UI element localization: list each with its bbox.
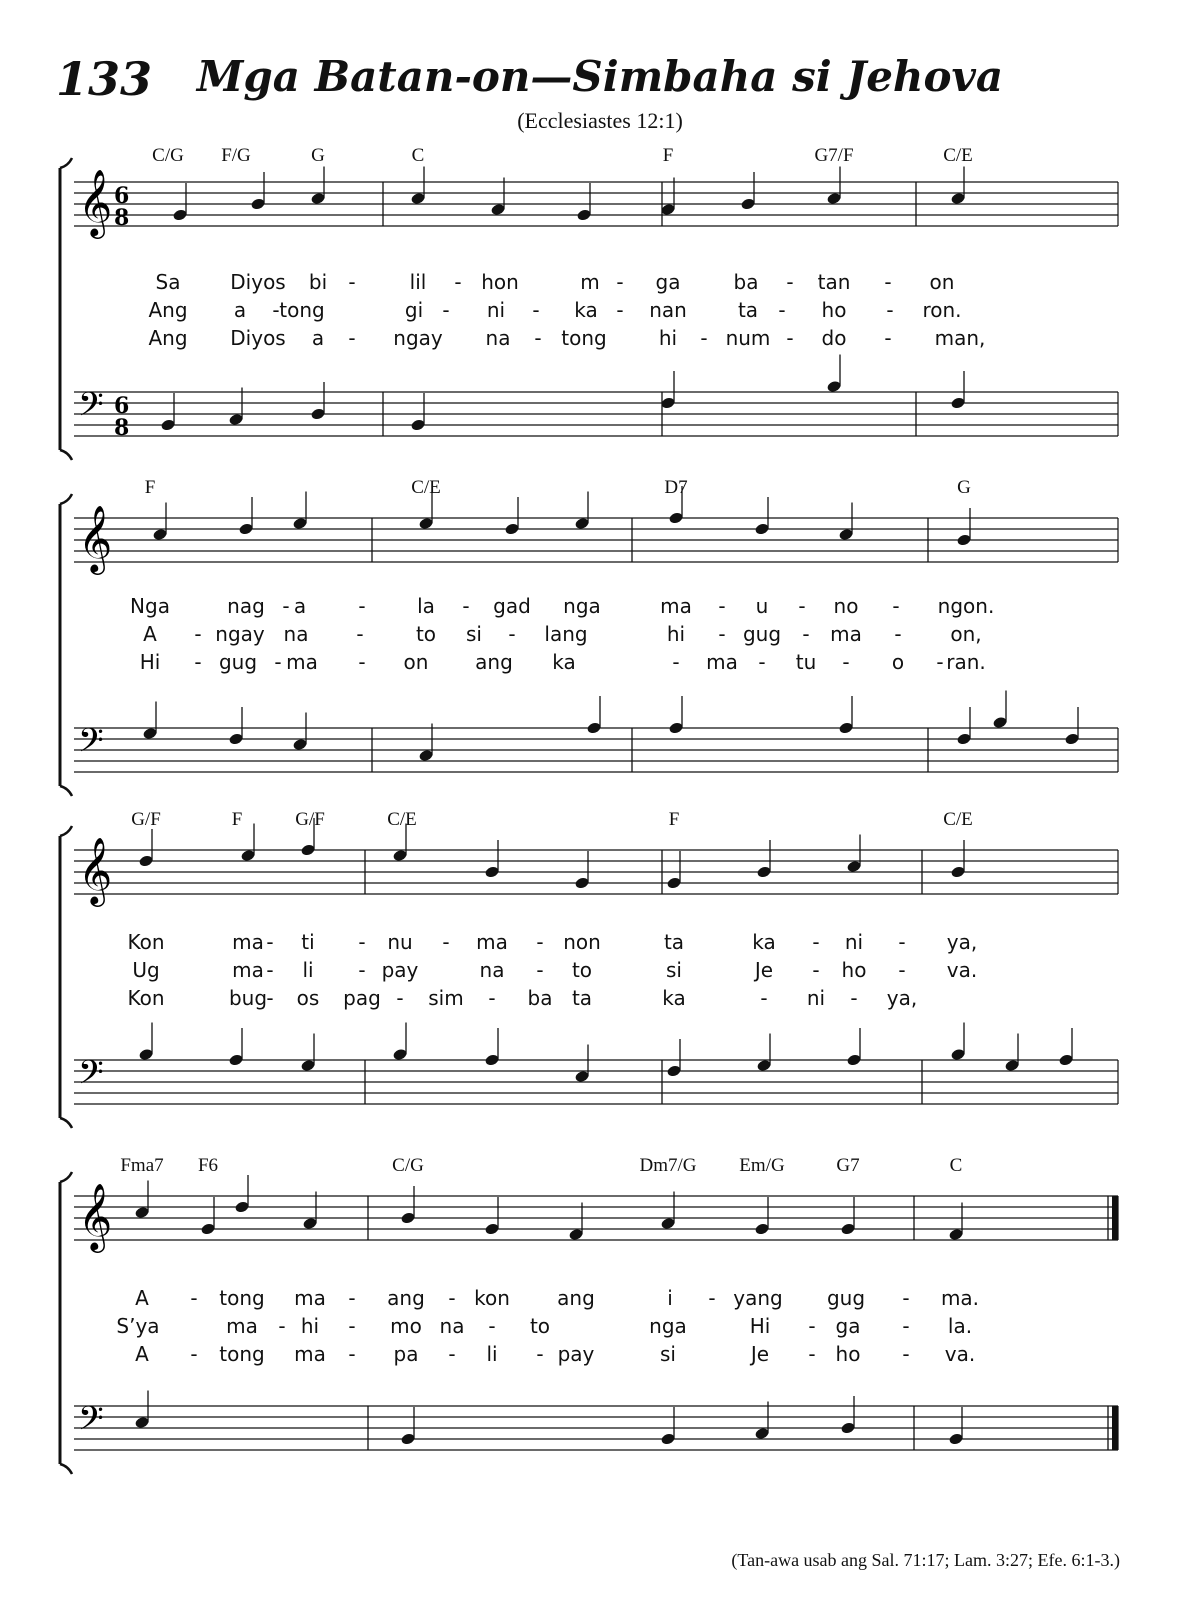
lyric-syllable: va. bbox=[946, 958, 978, 982]
lyric-syllable: i bbox=[667, 1286, 673, 1310]
lyric-syllable: - bbox=[884, 270, 892, 294]
lyric-syllable: li bbox=[302, 958, 314, 982]
lyric-syllable: si bbox=[466, 622, 482, 646]
system-bracket bbox=[60, 1118, 72, 1128]
lyric-syllable: - bbox=[266, 986, 274, 1010]
lyric-syllable: ba bbox=[733, 270, 759, 294]
lyric-syllable: - bbox=[348, 1286, 356, 1310]
lyric-syllable: ran. bbox=[946, 650, 986, 674]
lyric-syllable: ma bbox=[286, 650, 318, 674]
treble-clef-icon: 𝄞 bbox=[78, 1182, 113, 1250]
lyric-syllable: tong bbox=[219, 1286, 265, 1310]
chord-symbol: Fma7 bbox=[120, 1155, 164, 1176]
lyric-syllable: S’ya bbox=[116, 1314, 160, 1338]
lyric-syllable: ma bbox=[706, 650, 738, 674]
lyric-syllable: - bbox=[718, 594, 726, 618]
lyric-syllable: ma bbox=[294, 1342, 326, 1366]
lyric-syllable: ngay bbox=[393, 326, 443, 350]
lyric-syllable: - bbox=[348, 270, 356, 294]
lyric-syllable: Ang bbox=[148, 326, 188, 350]
lyric-syllable: gug bbox=[218, 650, 258, 674]
lyric-syllable: ma bbox=[294, 1286, 326, 1310]
lyric-syllable: ho bbox=[841, 958, 867, 982]
lyric-syllable: - bbox=[778, 298, 786, 322]
time-signature: 8 bbox=[114, 205, 130, 231]
chord-symbol: F/G bbox=[221, 145, 251, 166]
lyric-syllable: gad bbox=[493, 594, 531, 618]
lyric-syllable: tong bbox=[279, 298, 325, 322]
lyric-syllable: - bbox=[190, 1342, 198, 1366]
bass-clef-icon: 𝄢 bbox=[78, 1054, 104, 1100]
lyric-syllable: - bbox=[842, 650, 850, 674]
lyric-syllable: Kon bbox=[127, 930, 165, 954]
chord-symbol: G/F bbox=[295, 809, 325, 830]
final-bar-line bbox=[1112, 1196, 1118, 1240]
lyric-syllable: ka bbox=[752, 930, 776, 954]
lyric-syllable: - bbox=[348, 326, 356, 350]
lyric-syllable: to bbox=[529, 1314, 551, 1338]
lyric-syllable: kon bbox=[474, 1286, 510, 1310]
chord-symbol: C bbox=[411, 145, 425, 166]
lyric-syllable: - bbox=[454, 270, 462, 294]
lyric-syllable: m bbox=[580, 270, 600, 294]
chord-symbol: D7 bbox=[664, 477, 688, 498]
lyric-syllable: - bbox=[358, 594, 366, 618]
treble-clef-icon: 𝄞 bbox=[78, 504, 113, 572]
lyric-syllable: pay bbox=[557, 1342, 595, 1366]
lyric-syllable: tu bbox=[795, 650, 817, 674]
lyric-syllable: hi bbox=[300, 1314, 320, 1338]
lyric-syllable: ya, bbox=[946, 930, 978, 954]
lyric-syllable: - bbox=[348, 1314, 356, 1338]
lyric-syllable: - bbox=[798, 594, 806, 618]
lyric-syllable: ma bbox=[660, 594, 692, 618]
lyric-syllable: - bbox=[700, 326, 708, 350]
lyric-syllable: ma bbox=[226, 1314, 258, 1338]
treble-clef-icon: 𝄞 bbox=[78, 168, 113, 236]
lyric-syllable: A bbox=[135, 1286, 149, 1310]
time-signature: 6 bbox=[114, 183, 130, 209]
lyric-syllable: ya, bbox=[886, 986, 918, 1010]
lyric-syllable: ang bbox=[387, 1286, 425, 1310]
lyric-syllable: - bbox=[536, 958, 544, 982]
lyric-syllable: - bbox=[536, 930, 544, 954]
lyric-syllable: - bbox=[898, 930, 906, 954]
chord-symbol: C/E bbox=[387, 809, 417, 830]
lyric-syllable: - bbox=[396, 986, 404, 1010]
chord-symbol: F bbox=[662, 145, 674, 166]
lyric-syllable: ma bbox=[232, 958, 264, 982]
lyric-syllable: non bbox=[563, 930, 601, 954]
lyric-syllable: na bbox=[479, 958, 505, 982]
lyric-syllable: a bbox=[311, 326, 325, 350]
chord-symbol: F bbox=[231, 809, 243, 830]
lyric-syllable: - bbox=[892, 594, 900, 618]
lyric-syllable: la. bbox=[947, 1314, 973, 1338]
lyric-syllable: - bbox=[718, 622, 726, 646]
lyric-syllable: ka bbox=[552, 650, 576, 674]
lyric-syllable: - bbox=[534, 326, 542, 350]
lyric-syllable: nan bbox=[649, 298, 687, 322]
chord-symbol: G bbox=[311, 145, 325, 166]
lyric-syllable: - bbox=[902, 1286, 910, 1310]
lyric-syllable: pa bbox=[393, 1342, 419, 1366]
lyric-syllable: A bbox=[143, 622, 157, 646]
lyric-syllable: a bbox=[233, 298, 247, 322]
lyric-syllable: la bbox=[417, 594, 435, 618]
lyric-syllable: Je bbox=[754, 958, 774, 982]
lyric-syllable: - bbox=[448, 1342, 456, 1366]
lyric-syllable: - bbox=[358, 650, 366, 674]
lyric-syllable: ni bbox=[844, 930, 864, 954]
lyric-syllable: Diyos bbox=[230, 270, 286, 294]
lyric-syllable: - bbox=[786, 270, 794, 294]
lyric-syllable: - bbox=[902, 1314, 910, 1338]
lyric-syllable: ho bbox=[821, 298, 847, 322]
lyric-syllable: na bbox=[485, 326, 511, 350]
lyric-syllable: si bbox=[666, 958, 682, 982]
lyric-syllable: - bbox=[274, 650, 282, 674]
system-bracket bbox=[60, 494, 72, 504]
lyric-syllable: ngay bbox=[215, 622, 265, 646]
system-bracket bbox=[60, 1172, 72, 1182]
lyric-syllable: - bbox=[894, 622, 902, 646]
lyric-syllable: ron. bbox=[922, 298, 962, 322]
lyric-syllable: Nga bbox=[130, 594, 170, 618]
lyric-syllable: ma. bbox=[940, 1286, 980, 1310]
chord-symbol: G bbox=[957, 477, 971, 498]
lyric-syllable: - bbox=[786, 326, 794, 350]
lyric-syllable: on bbox=[929, 270, 955, 294]
lyric-syllable: - bbox=[532, 298, 540, 322]
lyric-syllable: - bbox=[812, 930, 820, 954]
system-bracket bbox=[60, 158, 72, 168]
lyric-syllable: gug bbox=[742, 622, 782, 646]
lyric-syllable: lil bbox=[409, 270, 427, 294]
chord-symbol: G7 bbox=[836, 1155, 860, 1176]
lyric-syllable: pay bbox=[381, 958, 419, 982]
lyric-syllable: - bbox=[898, 958, 906, 982]
lyric-syllable: no bbox=[833, 594, 859, 618]
lyric-syllable: Sa bbox=[155, 270, 181, 294]
time-signature: 6 bbox=[114, 393, 130, 419]
lyric-syllable: - bbox=[358, 930, 366, 954]
time-signature: 8 bbox=[114, 415, 130, 441]
lyric-syllable: - bbox=[442, 298, 450, 322]
footnote-references: (Tan-awa usab ang Sal. 71:17; Lam. 3:27; Efe. 6:1-3.) bbox=[731, 1550, 1120, 1570]
lyric-syllable: bi bbox=[308, 270, 328, 294]
lyric-syllable: - bbox=[508, 622, 516, 646]
lyric-syllable: Hi bbox=[139, 650, 161, 674]
lyric-syllable: - bbox=[462, 594, 470, 618]
lyric-syllable: to bbox=[571, 958, 593, 982]
lyric-syllable: ho bbox=[835, 1342, 861, 1366]
chord-symbol: C/E bbox=[943, 809, 973, 830]
lyric-syllable: si bbox=[660, 1342, 676, 1366]
lyric-syllable: - bbox=[266, 958, 274, 982]
lyric-syllable: - bbox=[886, 298, 894, 322]
chord-symbol: C/G bbox=[152, 145, 184, 166]
lyric-syllable: tong bbox=[219, 1342, 265, 1366]
lyric-syllable: gug bbox=[826, 1286, 866, 1310]
lyric-syllable: - bbox=[758, 650, 766, 674]
lyric-syllable: ni bbox=[806, 986, 826, 1010]
chord-symbol: F bbox=[668, 809, 680, 830]
lyric-syllable: - bbox=[442, 930, 450, 954]
lyric-syllable: ma bbox=[232, 930, 264, 954]
lyric-syllable: Diyos bbox=[230, 326, 286, 350]
chord-symbol: C/E bbox=[943, 145, 973, 166]
lyric-syllable: num bbox=[725, 326, 771, 350]
lyric-syllable: gi bbox=[404, 298, 424, 322]
lyric-syllable: - bbox=[282, 594, 290, 618]
chord-symbol: G/F bbox=[131, 809, 161, 830]
lyric-syllable: hon bbox=[481, 270, 519, 294]
lyric-syllable: ni bbox=[486, 298, 506, 322]
lyric-syllable: - bbox=[536, 1342, 544, 1366]
lyric-syllable: - bbox=[850, 986, 858, 1010]
lyric-syllable: - bbox=[708, 1286, 716, 1310]
lyric-syllable: - bbox=[902, 1342, 910, 1366]
chord-symbol: C/G bbox=[392, 1155, 424, 1176]
lyric-syllable: yang bbox=[733, 1286, 783, 1310]
lyric-syllable: tan bbox=[817, 270, 851, 294]
lyric-syllable: on, bbox=[950, 622, 982, 646]
lyric-syllable: - bbox=[884, 326, 892, 350]
chord-symbol: Dm7/G bbox=[639, 1155, 697, 1176]
lyric-syllable: - bbox=[760, 986, 768, 1010]
lyric-syllable: os bbox=[296, 986, 320, 1010]
bass-clef-icon: 𝄢 bbox=[78, 1400, 104, 1446]
chord-symbol: Em/G bbox=[739, 1155, 785, 1176]
lyric-syllable: ang bbox=[475, 650, 513, 674]
lyric-syllable: nu bbox=[387, 930, 413, 954]
lyric-syllable: - bbox=[272, 298, 280, 322]
lyric-syllable: ta bbox=[737, 298, 759, 322]
lyric-syllable: - bbox=[672, 650, 680, 674]
lyric-syllable: - bbox=[194, 622, 202, 646]
lyric-syllable: - bbox=[190, 1286, 198, 1310]
lyric-syllable: sim bbox=[428, 986, 464, 1010]
lyric-syllable: ga bbox=[655, 270, 681, 294]
lyric-syllable: Ang bbox=[148, 298, 188, 322]
lyric-syllable: - bbox=[812, 958, 820, 982]
lyric-syllable: - bbox=[616, 270, 624, 294]
lyric-syllable: a bbox=[293, 594, 307, 618]
lyric-syllable: bug bbox=[228, 986, 268, 1010]
lyric-syllable: on bbox=[403, 650, 429, 674]
lyric-syllable: o bbox=[891, 650, 905, 674]
lyric-syllable: - bbox=[358, 958, 366, 982]
lyric-syllable: hi bbox=[658, 326, 678, 350]
hymn-number: 133 bbox=[56, 52, 153, 106]
lyric-syllable: ti bbox=[301, 930, 315, 954]
lyric-syllable: A bbox=[135, 1342, 149, 1366]
system-bracket bbox=[60, 826, 72, 836]
lyric-syllable: to bbox=[415, 622, 437, 646]
chord-symbol: C/E bbox=[411, 477, 441, 498]
lyric-syllable: lang bbox=[544, 622, 588, 646]
lyric-syllable: ang bbox=[557, 1286, 595, 1310]
lyric-syllable: ma bbox=[830, 622, 862, 646]
system-bracket bbox=[60, 786, 72, 796]
lyric-syllable: pag bbox=[343, 986, 381, 1010]
final-bar-line bbox=[1112, 1406, 1118, 1450]
lyric-syllable: - bbox=[488, 1314, 496, 1338]
lyric-syllable: - bbox=[278, 1314, 286, 1338]
lyric-syllable: ta bbox=[663, 930, 685, 954]
scripture-reference: (Ecclesiastes 12:1) bbox=[517, 108, 683, 133]
lyric-syllable: nga bbox=[563, 594, 601, 618]
hymn-title: Mga Batan-on—Simbaha si Jehova bbox=[196, 52, 1004, 101]
lyric-syllable: ka bbox=[662, 986, 686, 1010]
lyric-syllable: - bbox=[348, 1342, 356, 1366]
lyric-syllable: na bbox=[283, 622, 309, 646]
lyric-syllable: Je bbox=[750, 1342, 770, 1366]
lyric-syllable: ma bbox=[476, 930, 508, 954]
lyric-syllable: Kon bbox=[127, 986, 165, 1010]
lyric-syllable: - bbox=[266, 930, 274, 954]
lyric-syllable: u bbox=[755, 594, 769, 618]
lyric-syllable: ta bbox=[571, 986, 593, 1010]
lyric-syllable: - bbox=[356, 622, 364, 646]
lyric-syllable: ga bbox=[835, 1314, 861, 1338]
lyric-syllable: nga bbox=[649, 1314, 687, 1338]
lyric-syllable: man, bbox=[934, 326, 986, 350]
lyric-syllable: - bbox=[936, 650, 944, 674]
lyric-syllable: Hi bbox=[749, 1314, 771, 1338]
chord-symbol: F bbox=[144, 477, 156, 498]
lyric-syllable: - bbox=[448, 1286, 456, 1310]
lyric-syllable: li bbox=[486, 1342, 498, 1366]
lyric-syllable: hi bbox=[666, 622, 686, 646]
lyric-syllable: nag bbox=[227, 594, 265, 618]
lyric-syllable: tong bbox=[561, 326, 607, 350]
treble-clef-icon: 𝄞 bbox=[78, 836, 113, 904]
lyric-syllable: mo bbox=[390, 1314, 422, 1338]
lyric-syllable: - bbox=[488, 986, 496, 1010]
lyric-syllable: ka bbox=[574, 298, 598, 322]
chord-symbol: C bbox=[949, 1155, 963, 1176]
lyric-syllable: do bbox=[821, 326, 847, 350]
lyric-syllable: - bbox=[194, 650, 202, 674]
system-bracket bbox=[60, 1464, 72, 1474]
lyric-syllable: na bbox=[439, 1314, 465, 1338]
lyric-syllable: - bbox=[616, 298, 624, 322]
lyric-syllable: va. bbox=[944, 1342, 976, 1366]
chord-symbol: G7/F bbox=[814, 145, 854, 166]
bass-clef-icon: 𝄢 bbox=[78, 386, 104, 432]
system-bracket bbox=[60, 450, 72, 460]
lyric-syllable: - bbox=[808, 1314, 816, 1338]
lyric-syllable: Ug bbox=[132, 958, 160, 982]
bass-clef-icon: 𝄢 bbox=[78, 722, 104, 768]
chord-symbol: F6 bbox=[197, 1155, 219, 1176]
lyric-syllable: ngon. bbox=[937, 594, 995, 618]
lyric-syllable: ba bbox=[527, 986, 553, 1010]
lyric-syllable: - bbox=[802, 622, 810, 646]
lyric-syllable: - bbox=[808, 1342, 816, 1366]
